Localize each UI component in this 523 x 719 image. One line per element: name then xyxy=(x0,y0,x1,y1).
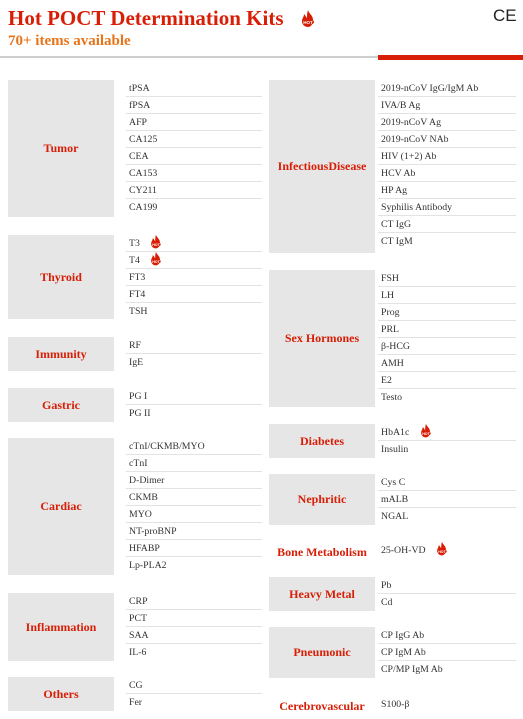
svg-text:HOT: HOT xyxy=(438,550,446,555)
test-item-label: CP IgG Ab xyxy=(381,630,425,641)
test-item-label: Cd xyxy=(381,597,393,608)
test-item xyxy=(126,557,262,574)
test-item xyxy=(126,199,262,216)
category-nephritic: Nephritic xyxy=(269,474,375,525)
hot-flame-icon xyxy=(298,9,318,34)
test-item-label: fPSA xyxy=(129,100,151,111)
test-item-label: CA199 xyxy=(129,202,158,213)
test-item xyxy=(126,523,262,540)
test-item xyxy=(378,542,516,559)
category-bone-metabolism: Bone Metabolism xyxy=(277,544,367,559)
test-item xyxy=(126,593,262,610)
test-item xyxy=(378,424,516,441)
test-item-label: MYO xyxy=(129,509,152,520)
test-item-label: 2019-nCoV NAb xyxy=(381,134,449,145)
test-item xyxy=(378,233,516,250)
item-list xyxy=(378,424,516,458)
test-item xyxy=(126,269,262,286)
category-infectious-disease: Infectious Disease xyxy=(269,80,375,253)
test-item xyxy=(378,148,516,165)
test-item xyxy=(378,287,516,304)
test-item-label: Lp-PLA2 xyxy=(129,560,167,571)
test-item-label: 2019-nCoV IgG/IgM Ab xyxy=(381,83,479,94)
test-item-label: TSH xyxy=(129,306,148,317)
category-sex-hormones: Sex Hormones xyxy=(269,270,375,407)
test-item-label: HIV (1+2) Ab xyxy=(381,151,437,162)
test-item xyxy=(378,594,516,611)
test-item-label: RF xyxy=(129,340,141,351)
test-item-label: Cys C xyxy=(381,477,406,488)
test-item-label: CT IgM xyxy=(381,236,413,247)
hot-flame-icon xyxy=(434,541,450,557)
svg-text:HOT: HOT xyxy=(152,243,161,248)
test-item xyxy=(126,286,262,303)
test-item xyxy=(378,389,516,406)
test-item-label: CRP xyxy=(129,596,148,607)
test-item xyxy=(378,304,516,321)
item-list xyxy=(378,270,516,406)
svg-text:HOT: HOT xyxy=(303,20,313,25)
test-item-label: CG xyxy=(129,680,143,691)
test-item xyxy=(126,694,262,711)
test-item-label: Testo xyxy=(381,392,403,403)
test-item xyxy=(126,354,262,371)
header-accent-bar xyxy=(378,55,523,60)
test-item xyxy=(126,405,262,422)
test-item xyxy=(378,199,516,216)
test-item xyxy=(126,165,262,182)
test-item xyxy=(126,235,262,252)
svg-text:HOT: HOT xyxy=(152,260,161,265)
test-item xyxy=(126,506,262,523)
test-item xyxy=(126,337,262,354)
page-title: Hot POCT Determination Kits xyxy=(8,6,284,30)
item-list xyxy=(126,677,262,711)
test-item xyxy=(126,131,262,148)
test-item xyxy=(126,97,262,114)
test-item xyxy=(378,491,516,508)
test-item xyxy=(378,338,516,355)
test-item xyxy=(126,148,262,165)
test-item xyxy=(126,114,262,131)
test-item xyxy=(126,472,262,489)
item-list xyxy=(126,388,262,422)
test-item xyxy=(378,80,516,97)
test-item-label: 25-OH-VD xyxy=(381,545,426,556)
test-item xyxy=(378,216,516,233)
test-item-label: FT4 xyxy=(129,289,146,300)
test-item xyxy=(378,321,516,338)
test-item xyxy=(126,388,262,405)
test-item-label: Fer xyxy=(129,697,143,708)
test-item-label: Insulin xyxy=(381,444,409,455)
test-item-label: mALB xyxy=(381,494,409,505)
hot-flame-icon xyxy=(148,251,164,267)
test-item-label: LH xyxy=(381,290,395,301)
item-list xyxy=(378,627,516,678)
item-list xyxy=(126,80,262,216)
test-item-label: IL-6 xyxy=(129,647,147,658)
header-divider xyxy=(0,56,380,58)
test-item xyxy=(126,644,262,661)
test-item xyxy=(378,372,516,389)
test-item xyxy=(126,677,262,694)
test-item-label: E2 xyxy=(381,375,392,386)
test-item-label: CT IgG xyxy=(381,219,412,230)
test-item-label: Pb xyxy=(381,580,392,591)
category-heavy-metal: Heavy Metal xyxy=(269,577,375,611)
category-tumor: Tumor xyxy=(8,80,114,217)
test-item xyxy=(126,455,262,472)
category-immunity: Immunity xyxy=(8,337,114,371)
test-item xyxy=(378,474,516,491)
test-item-label: CP IgM Ab xyxy=(381,647,426,658)
test-item-label: cTnI xyxy=(129,458,148,469)
item-list xyxy=(378,577,516,611)
hot-flame-icon xyxy=(148,234,164,250)
test-item-label: PG II xyxy=(129,408,151,419)
item-list xyxy=(378,542,516,559)
item-list xyxy=(126,438,262,574)
test-item xyxy=(126,540,262,557)
category-cardiac: Cardiac xyxy=(8,438,114,575)
hot-flame-icon xyxy=(418,423,434,439)
item-list xyxy=(126,235,262,320)
test-item-label: CY211 xyxy=(129,185,157,196)
test-item xyxy=(126,303,262,320)
test-item xyxy=(126,80,262,97)
test-item-label: CA153 xyxy=(129,168,158,179)
test-item-label: T3 xyxy=(129,238,140,249)
category-gastric: Gastric xyxy=(8,388,114,422)
item-list xyxy=(378,696,516,713)
test-item-label: cTnI/CKMB/MYO xyxy=(129,441,205,452)
test-item xyxy=(378,355,516,372)
test-item-label: CEA xyxy=(129,151,149,162)
ce-mark: CE xyxy=(493,6,517,25)
test-item xyxy=(378,97,516,114)
item-list xyxy=(378,80,516,250)
test-item-label: HCV Ab xyxy=(381,168,416,179)
test-item-label: PG I xyxy=(129,391,148,402)
test-item-label: Prog xyxy=(381,307,400,318)
test-item-label: HFABP xyxy=(129,543,160,554)
test-item-label: CP/MP IgM Ab xyxy=(381,664,443,675)
test-item xyxy=(378,508,516,525)
test-item xyxy=(126,182,262,199)
test-item xyxy=(378,627,516,644)
test-item xyxy=(378,131,516,148)
test-item xyxy=(126,252,262,269)
test-item-label: AFP xyxy=(129,117,147,128)
test-item xyxy=(378,182,516,199)
test-item-label: IVA/B Ag xyxy=(381,100,421,111)
test-item-label: β-HCG xyxy=(381,341,410,352)
test-item-label: CKMB xyxy=(129,492,158,503)
test-item-label: D-Dimer xyxy=(129,475,165,486)
test-item xyxy=(378,577,516,594)
item-list xyxy=(126,337,262,371)
test-item xyxy=(378,270,516,287)
test-item-label: tPSA xyxy=(129,83,150,94)
test-item-label: HbA1c xyxy=(381,427,410,438)
test-item-label: NGAL xyxy=(381,511,409,522)
item-list xyxy=(378,474,516,525)
test-item-label: PRL xyxy=(381,324,399,335)
test-item xyxy=(378,441,516,458)
test-item xyxy=(126,610,262,627)
page-subtitle: 70+ items available xyxy=(8,33,131,49)
category-pneumonic: Pneumonic xyxy=(269,627,375,678)
test-item-label: 2019-nCoV Ag xyxy=(381,117,441,128)
item-list xyxy=(126,593,262,661)
test-item-label: NT-proBNP xyxy=(129,526,177,537)
test-item-label: IgE xyxy=(129,357,144,368)
category-thyroid: Thyroid xyxy=(8,235,114,319)
test-item-label: AMH xyxy=(381,358,404,369)
test-item-label: S100-β xyxy=(381,699,410,710)
test-item-label: T4 xyxy=(129,255,140,266)
category-others: Others xyxy=(8,677,114,711)
test-item-label: SAA xyxy=(129,630,149,641)
test-item xyxy=(126,489,262,506)
test-item-label: HP Ag xyxy=(381,185,408,196)
test-item xyxy=(126,438,262,455)
category-inflammation: Inflammation xyxy=(8,593,114,661)
test-item xyxy=(378,644,516,661)
test-item-label: PCT xyxy=(129,613,147,624)
test-item xyxy=(378,165,516,182)
test-item xyxy=(378,661,516,678)
test-item xyxy=(126,627,262,644)
test-item-label: Syphilis Antibody xyxy=(381,202,453,213)
test-item-label: FT3 xyxy=(129,272,146,283)
test-item-label: FSH xyxy=(381,273,399,284)
category-cerebrovascular: Cerebrovascular xyxy=(279,698,365,713)
test-item xyxy=(378,114,516,131)
test-item xyxy=(378,696,516,713)
category-diabetes: Diabetes xyxy=(269,424,375,458)
svg-text:HOT: HOT xyxy=(421,432,430,437)
test-item-label: CA125 xyxy=(129,134,158,145)
